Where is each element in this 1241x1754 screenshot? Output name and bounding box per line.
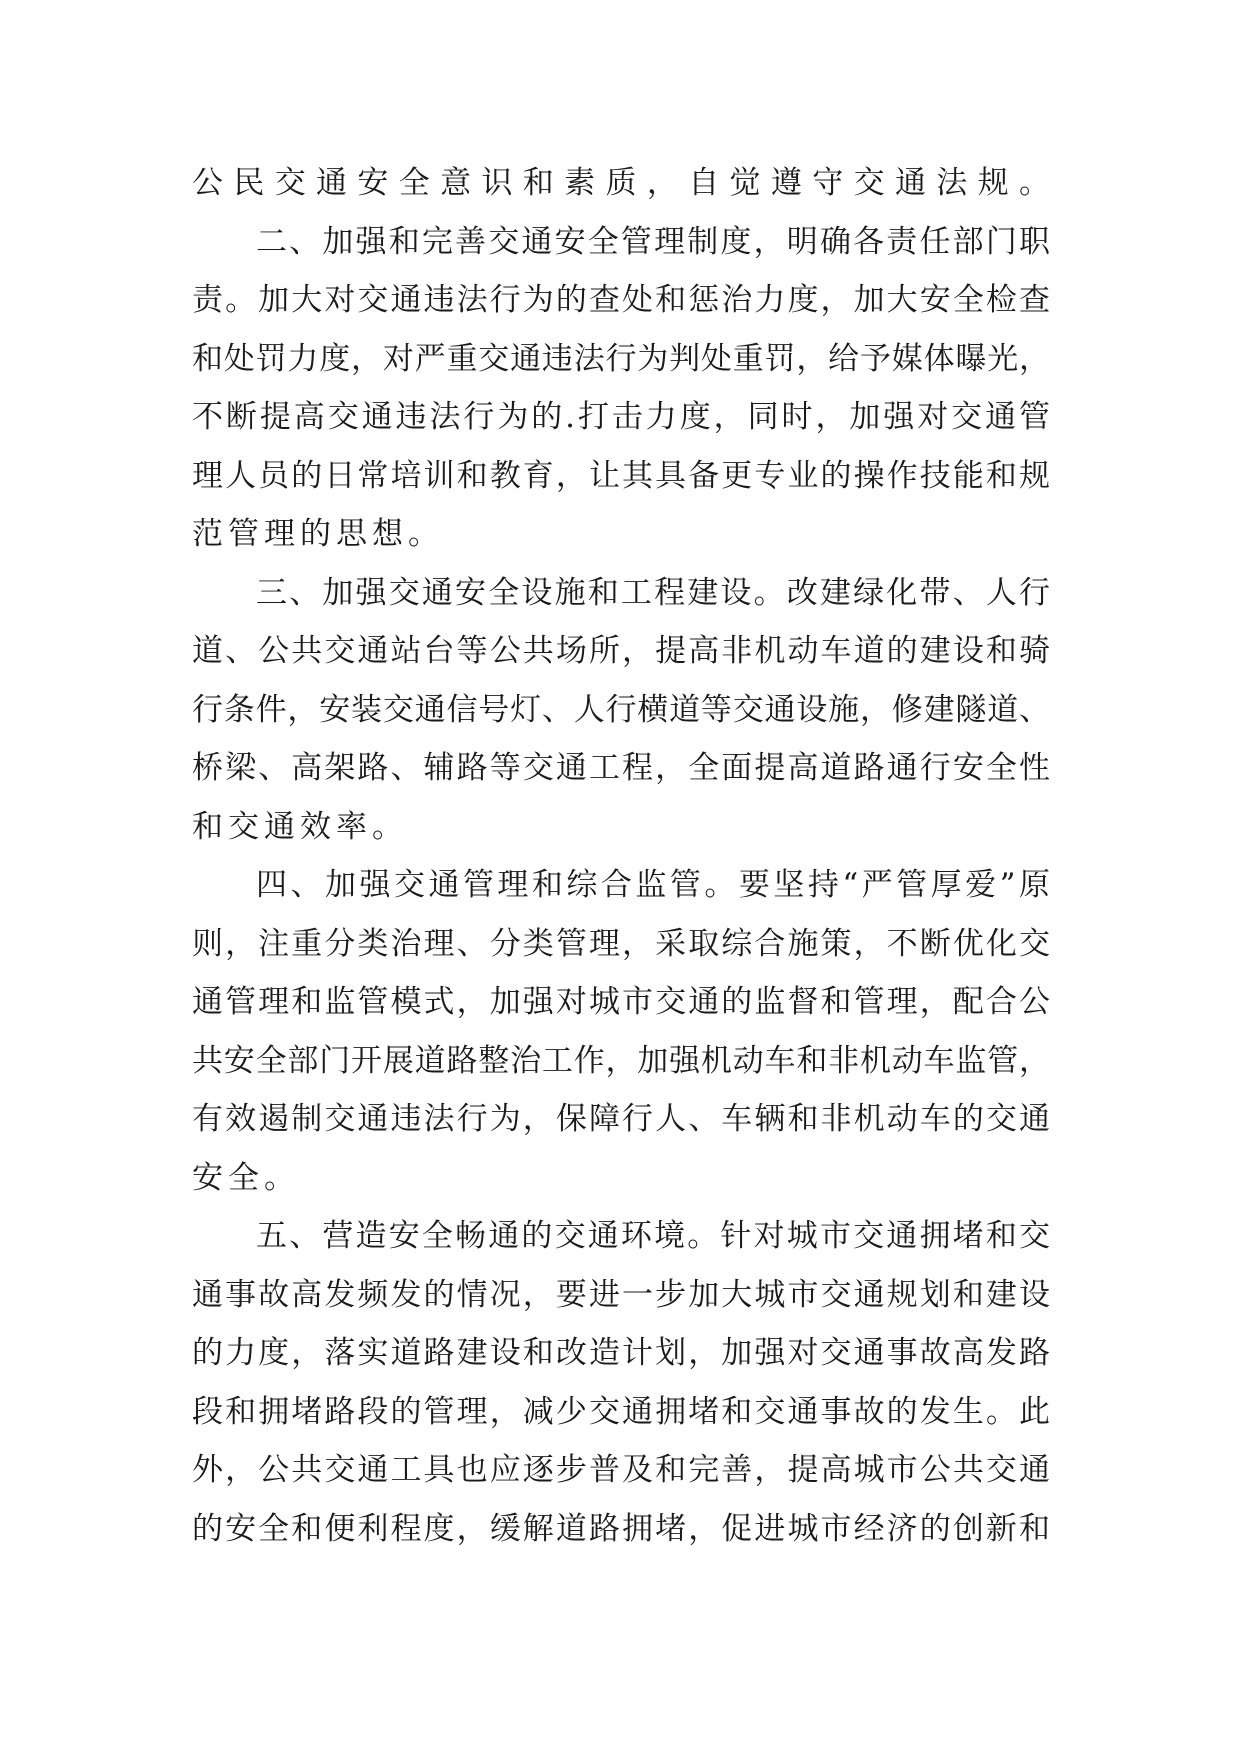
text-line: 的安全和便利程度，缓解道路拥堵，促进城市经济的创新和 [192, 1510, 1050, 1547]
text-line: 公民交通安全意识和素质，自觉遵守交通法规。 [192, 165, 1050, 201]
text-line: 桥梁、高架路、辅路等交通工程，全面提高道路通行安全性 [192, 750, 1050, 786]
body-text [192, 154, 1050, 1558]
text-line: 和交通效率。 [192, 808, 408, 845]
text-line: 范管理的思想。 [192, 516, 444, 552]
text-line: 责。加大对交通违法行为的查处和惩治力度，加大安全检查 [192, 282, 1050, 318]
text-line: 则，注重分类治理、分类管理，采取综合施策，不断优化交 [192, 925, 1050, 962]
text-line: 行条件，安装交通信号灯、人行横道等交通设施，修建隧道、 [192, 691, 1050, 728]
text-line: 有效遏制交通违法行为，保障行人、车辆和非机动车的交通 [192, 1101, 1050, 1137]
text-line: 理人员的日常培训和教育，让其具备更专业的操作技能和规 [192, 457, 1050, 494]
paragraph-3-start: 三、加强交通安全设施和工程建设。改建绿化带、人行 [256, 574, 1050, 611]
text-line: 和处罚力度，对严重交通违法行为判处重罚，给予媒体曝光， [192, 340, 1050, 377]
paragraph-2-start: 二、加强和完善交通安全管理制度，明确各责任部门职 [256, 223, 1050, 260]
paragraph-4-start: 四、加强交通管理和综合监管。要坚持“严管厚爱”原 [256, 867, 1050, 903]
text-line: 段和拥堵路段的管理，减少交通拥堵和交通事故的发生。此 [192, 1393, 1050, 1430]
text-line: 安全。 [192, 1159, 300, 1196]
text-line: 共安全部门开展道路整治工作，加强机动车和非机动车监管， [192, 1042, 1050, 1079]
text-line: 外，公共交通工具也应逐步普及和完善，提高城市公共交通 [192, 1452, 1050, 1488]
paragraph-5-start: 五、营造安全畅通的交通环境。针对城市交通拥堵和交 [256, 1218, 1050, 1254]
text-line: 道、公共交通站台等公共场所，提高非机动车道的建设和骑 [192, 633, 1050, 669]
text-line: 通事故高发频发的情况，要进一步加大城市交通规划和建设 [192, 1276, 1050, 1313]
text-line: 的力度，落实道路建设和改造计划，加强对交通事故高发路 [192, 1335, 1050, 1371]
text-line: 不断提高交通违法行为的.打击力度，同时，加强对交通管 [192, 399, 1050, 435]
text-line: 通管理和监管模式，加强对城市交通的监督和管理，配合公 [192, 984, 1050, 1020]
